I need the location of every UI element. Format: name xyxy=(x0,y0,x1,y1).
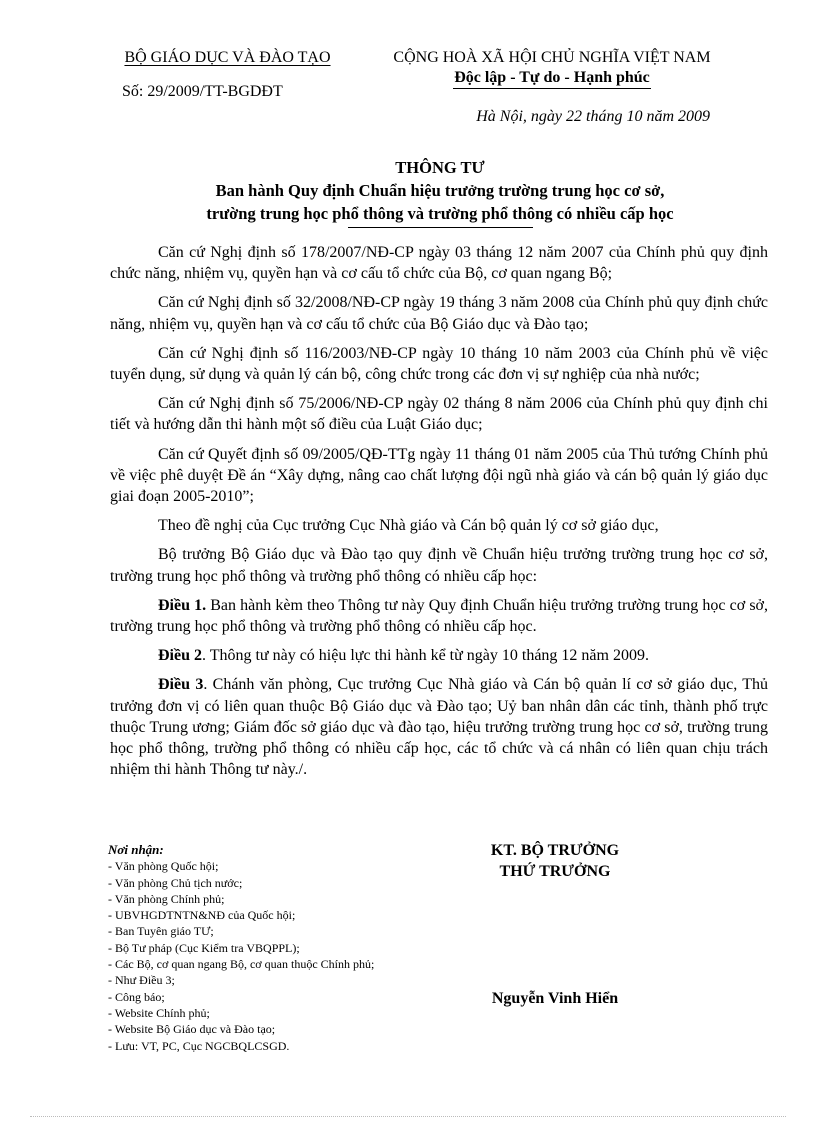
ministry-name: BỘ GIÁO DỤC VÀ ĐÀO TẠO xyxy=(124,49,331,66)
article-1 xyxy=(110,595,768,637)
recipients-title: Nơi nhận: xyxy=(108,842,164,857)
title-underline xyxy=(348,227,533,228)
recipient-item: - Website Bộ Giáo dục và Đào tạo; xyxy=(108,1022,276,1037)
motto-text: Độc lập - Tự do - Hạnh phúc xyxy=(453,69,651,89)
recipient-item: - UBVHGDTNTN&NĐ của Quốc hội; xyxy=(108,908,296,923)
legal-basis-paragraph: Căn cứ Nghị định số 32/2008/NĐ-CP ngày 19 tháng 3 năm 2008 của Chính phủ quy định chức năng, nhiệm vụ, quyền hạn và cơ cấu tổ chức của Bộ Giáo dục và Đào tạo; xyxy=(110,294,768,333)
document-body xyxy=(110,242,768,788)
page-bottom-divider xyxy=(30,1116,786,1117)
article-text: . Thông tư này có hiệu lực thi hành kể từ ngày 10 tháng 12 năm 2009. xyxy=(202,647,649,665)
issuer-block xyxy=(110,49,345,101)
legal-basis-paragraph: Căn cứ Nghị định số 75/2006/NĐ-CP ngày 02 tháng 8 năm 2006 của Chính phủ quy định chi tiết và hướng dẫn thi hành một số điều của Luật Giáo dục; xyxy=(110,395,768,434)
legal-basis-paragraph: Căn cứ Nghị định số 178/2007/NĐ-CP ngày 03 tháng 12 năm 2007 của Chính phủ quy định chức năng, nhiệm vụ, quyền hạn và cơ cấu tổ chức của Bộ, cơ quan ngang Bộ; xyxy=(110,244,768,283)
recipient-item: - Văn phòng Chính phủ; xyxy=(108,891,225,906)
title-line-2: trường trung học phổ thông và trường phổ thông có nhiều cấp học xyxy=(206,204,674,223)
national-header xyxy=(372,49,732,126)
legal-basis-paragraph: Căn cứ Nghị định số 116/2003/NĐ-CP ngày 10 tháng 10 năm 2003 của Chính phủ về việc tuyển dụng, sử dụng và quản lý cán bộ, công chức trong các đơn vị sự nghiệp của nhà nước; xyxy=(110,344,768,384)
signature-title: THỨ TRƯỞNG xyxy=(499,863,611,880)
place-date: Hà Nội, ngày 22 tháng 10 năm 2009 xyxy=(476,108,710,125)
recipient-item: - Lưu: VT, PC, Cục NGCBQLCSGD. xyxy=(108,1038,290,1053)
recipient-item: - Văn phòng Chủ tịch nước; xyxy=(108,875,243,890)
article-label: Điều 3 xyxy=(158,676,204,694)
document-title xyxy=(110,156,770,228)
document-type: THÔNG TƯ xyxy=(395,158,485,177)
nation-name: CỘNG HOÀ XÃ HỘI CHỦ NGHĨA VIỆT NAM xyxy=(393,49,711,66)
recipient-item: - Website Chính phủ; xyxy=(108,1005,210,1020)
signature-block xyxy=(430,840,680,1009)
article-label: Điều 2 xyxy=(158,647,202,665)
article-2 xyxy=(110,645,768,666)
article-text: Ban hành kèm theo Thông tư này Quy định Chuẩn hiệu trưởng trường trung học cơ sở, trường trung học phổ thông và trường phổ thông có nhiều cấp học. xyxy=(110,596,769,636)
proposal-paragraph: Theo đề nghị của Cục trưởng Cục Nhà giáo và Cán bộ quản lý cơ sở giáo dục, xyxy=(158,517,659,535)
document-number: Số: 29/2009/TT-BGDĐT xyxy=(122,83,283,100)
decision-paragraph: Bộ trưởng Bộ Giáo dục và Đào tạo quy định về Chuẩn hiệu trưởng trường trung học cơ sở, trường trung học phổ thông và trường phổ thông có nhiều cấp học: xyxy=(110,546,768,585)
recipient-item: - Bộ Tư pháp (Cục Kiểm tra VBQPPL); xyxy=(108,940,300,955)
title-line-1: Ban hành Quy định Chuẩn hiệu trưởng trường trung học cơ sở, xyxy=(215,181,665,200)
recipient-item: - Công báo; xyxy=(108,989,165,1004)
recipient-item: - Ban Tuyên giáo TƯ; xyxy=(108,924,214,939)
signer-name: Nguyễn Vinh Hiển xyxy=(491,990,619,1007)
recipient-item: - Các Bộ, cơ quan ngang Bộ, cơ quan thuộc Chính phủ; xyxy=(108,957,375,972)
recipients-block xyxy=(108,842,408,1054)
recipients-list xyxy=(108,858,408,1054)
recipient-item: - Văn phòng Quốc hội; xyxy=(108,859,219,874)
signature-authority: KT. BỘ TRƯỞNG xyxy=(490,842,620,859)
legal-basis-paragraph: Căn cứ Quyết định số 09/2005/QĐ-TTg ngày 11 tháng 01 năm 2005 của Thủ tướng Chính phủ về việc phê duyệt Đề án “Xây dựng, nâng cao chất lượng đội ngũ nhà giáo và cán bộ quản lý giáo dục giai đoạn 2005-2010”; xyxy=(110,445,768,506)
article-text: . Chánh văn phòng, Cục trưởng Cục Nhà giáo và Cán bộ quản lí cơ sở giáo dục, Thủ trưởng đơn vị có liên quan thuộc Bộ Giáo dục và Đào tạo; Uỷ ban nhân dân các tỉnh, thành phố trực thuộc Trung ương; Giám đốc sở giáo dục và đào tạo, hiệu trưởng trường trung học cơ sở, trường trung học phổ thông, trường phổ thông có nhiều cấp học, các tổ chức và cá nhân có liên quan chịu trách nhiệm thi hành Thông tư này./. xyxy=(110,676,769,779)
article-label: Điều 1. xyxy=(158,596,207,614)
recipient-item: - Như Điều 3; xyxy=(108,973,175,988)
national-motto xyxy=(372,69,732,87)
article-3 xyxy=(110,674,768,780)
